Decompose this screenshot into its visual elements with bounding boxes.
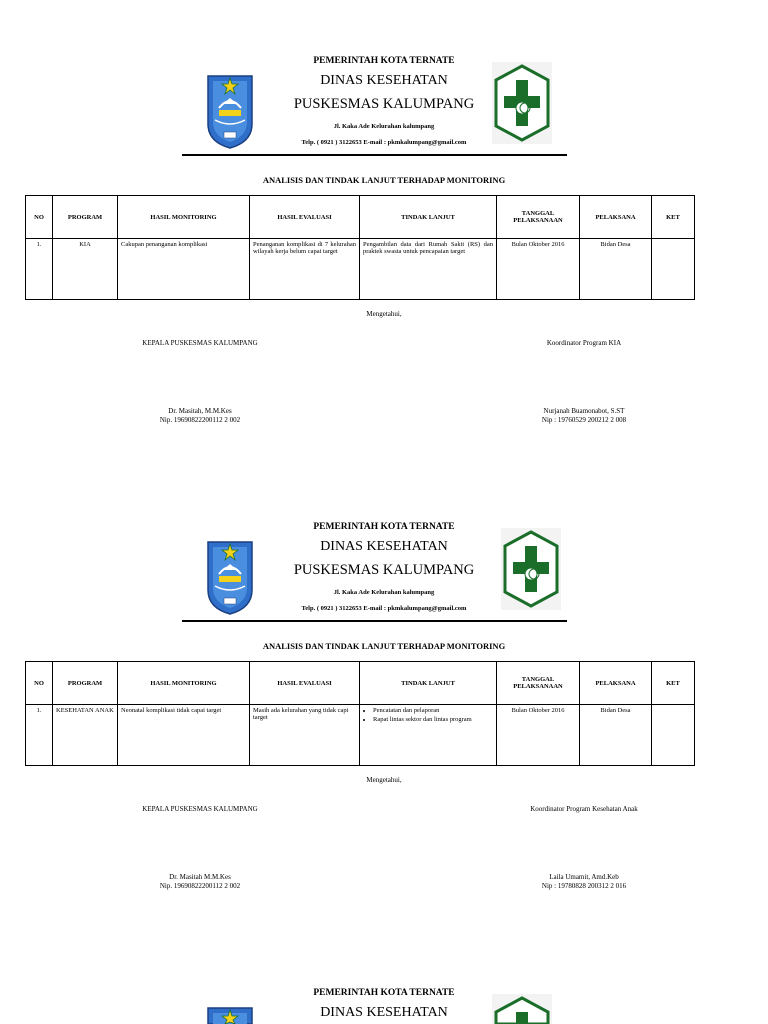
cell-tanggal: Bulan Oktober 2016 [497,705,580,766]
clinic-title: PUSKESMAS KALUMPANG [293,562,475,578]
address: Jl. Kaka Ade Kelurahan kalumpang [333,589,435,596]
document-title: ANALISIS DAN TINDAK LANJUT TERHADAP MONITORING [262,175,506,185]
contact: Telp. ( 0921 ) 3122653 E-mail : pkmkalumpang@gmail.com [301,139,467,146]
header-rule [182,154,567,156]
col-header: HASIL MONITORING [118,662,250,705]
cell-ket [652,239,695,300]
col-header: PELAKSANA [580,196,652,239]
cell-hasil-monitoring: Neonatal komplikasi tidak capai target [118,705,250,766]
monitoring-table [25,195,695,300]
gov-title: PEMERINTAH KOTA TERNATE [313,522,455,532]
contact: Telp. ( 0921 ) 3122653 E-mail : pkmkalumpang@gmail.com [301,605,467,612]
mengetahui-label: Mengetahui, [366,776,402,784]
table-row [26,239,695,300]
puskesmas-cross-logo [501,528,561,610]
left-signatory-nip: Nip. 19690822200112 2 002 [159,416,241,424]
cell-tindak-lanjut [360,705,497,766]
tindak-lanjut-list [363,707,493,723]
col-header: PROGRAM [53,196,118,239]
col-header: HASIL EVALUASI [250,196,360,239]
puskesmas-cross-logo [492,62,552,144]
cell-no: 1. [26,239,53,300]
left-signatory-name: Dr. Masitah M.M.Kes [169,873,231,881]
gov-title: PEMERINTAH KOTA TERNATE [313,56,455,66]
col-header: KET [652,662,695,705]
dept-title: DINAS KESEHATAN [320,1005,448,1020]
table-header-row [26,662,695,705]
col-header: PROGRAM [53,662,118,705]
document-title: ANALISIS DAN TINDAK LANJUT TERHADAP MONITORING [262,641,506,651]
clinic-title: PUSKESMAS KALUMPANG [293,96,475,112]
gov-title: PEMERINTAH KOTA TERNATE [313,988,455,998]
col-header: TINDAK LANJUT [360,196,497,239]
puskesmas-cross-logo [492,994,552,1024]
city-crest-logo [205,1004,255,1024]
col-header: TANGGAL PELAKSANAAN [497,662,580,705]
cell-pelaksana: Bidan Desa [580,239,652,300]
left-signatory-name: Dr. Masitah, M.M.Kes [168,407,232,415]
right-signatory-name: Laila Umamit, Amd.Keb [549,873,619,881]
left-signatory-nip: Nip. 19690822200112 2 002 [159,882,241,890]
monitoring-table [25,661,695,766]
col-header: KET [652,196,695,239]
cell-no: 1. [26,705,53,766]
list-item: • Pencatatan dan pelaporan [373,707,493,714]
col-header: HASIL MONITORING [118,196,250,239]
mengetahui-label: Mengetahui, [366,310,402,318]
left-signatory-title: KEPALA PUSKESMAS KALUMPANG [142,805,258,813]
address: Jl. Kaka Ade Kelurahan kalumpang [333,123,435,130]
col-header: TANGGAL PELAKSANAAN [497,196,580,239]
right-signatory-nip: Nip : 19760529 200212 2 008 [541,416,627,424]
col-header: HASIL EVALUASI [250,662,360,705]
cell-hasil-evaluasi: Masih ada kelurahan yang tidak capi target [250,705,360,766]
cell-hasil-evaluasi: Penanganan komplikasi di 7 kelurahan wilayah kerja belum capai target [250,239,360,300]
cell-pelaksana: Bidan Desa [580,705,652,766]
col-header: TINDAK LANJUT [360,662,497,705]
right-signatory-name: Nurjanah Buamonabot, S.ST [543,407,625,415]
cell-program: KESEHATAN ANAK [53,705,118,766]
city-crest-logo [205,538,255,616]
cell-ket [652,705,695,766]
city-crest-logo [205,72,255,150]
right-signatory-nip: Nip : 19780828 200312 2 016 [541,882,627,890]
dept-title: DINAS KESEHATAN [320,73,448,88]
col-header: PELAKSANA [580,662,652,705]
left-signatory-title: KEPALA PUSKESMAS KALUMPANG [142,339,258,347]
list-item: • Rapat lintas sektor dan lintas program [373,716,493,723]
dept-title: DINAS KESEHATAN [320,539,448,554]
cell-hasil-monitoring: Cakupan penanganan komplikasi [118,239,250,300]
right-signatory-title: Koordinator Program KIA [546,339,622,347]
cell-tindak-lanjut: Pengambilan data dari Rumah Sakit (RS) dan praktek swasta untuk pencapaian target [360,239,497,300]
col-header: NO [26,196,53,239]
header-rule [182,620,567,622]
cell-program: KIA [53,239,118,300]
right-signatory-title: Koordinator Program Kesehatan Anak [530,805,638,813]
cell-tanggal: Bulan Oktober 2016 [497,239,580,300]
table-header-row [26,196,695,239]
table-row [26,705,695,766]
col-header: NO [26,662,53,705]
